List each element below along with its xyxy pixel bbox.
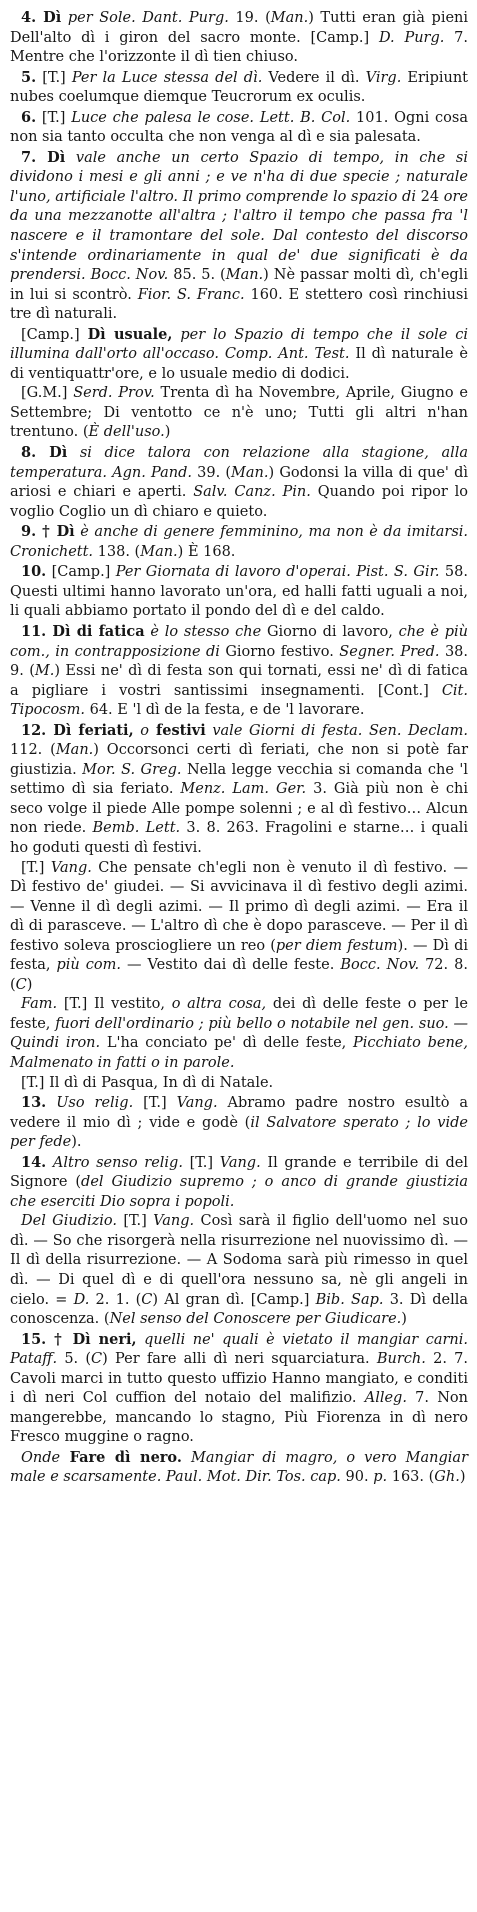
entry-text <box>46 1155 53 1171</box>
entry-italic-text: Man. <box>140 543 178 560</box>
dictionary-entry <box>10 8 468 68</box>
entry-italic-text: Gh. <box>434 1469 460 1486</box>
dictionary-entry <box>10 443 468 522</box>
entry-text: 64. E 'l dì de la festa, e de 'l lavorare. <box>84 702 365 719</box>
entry-text <box>46 1095 56 1111</box>
entry-text: 163. ( <box>387 1469 435 1486</box>
entry-headword: festivi <box>148 721 206 739</box>
entry-italic-text: Uso relig. <box>56 1095 134 1112</box>
entry-text: 3. 8. 263. Fragolini e starne… i quali ho goduti questi dì festivi. <box>10 820 469 856</box>
dictionary-entry <box>10 1153 468 1213</box>
entry-text <box>67 445 80 461</box>
entry-italic-text: Burch. <box>376 1351 426 1368</box>
entry-italic-text: Luce che palesa le cose. Lett. B. Col. <box>71 109 351 126</box>
entry-text <box>61 10 68 26</box>
entry-italic-text: Per la Luce stessa del dì. <box>71 69 263 86</box>
entry-italic-text: Fior. S. Franc. <box>137 286 245 303</box>
entry-text: 39. ( <box>191 464 232 481</box>
entry-text: [G.M.] <box>21 385 74 402</box>
dictionary-entry <box>10 1330 468 1448</box>
entry-text: [T.] <box>117 1213 154 1230</box>
entry-text: 90. <box>340 1469 374 1486</box>
entry-italic-text: Virg. <box>365 69 402 86</box>
entry-italic-text: è lo stesso che <box>150 623 262 640</box>
dictionary-entry <box>10 721 468 859</box>
dictionary-entry <box>10 1212 468 1329</box>
entry-italic-text: Bocc. Nov. <box>340 957 420 974</box>
entry-italic-text: C <box>15 976 27 993</box>
entry-italic-text: D. Purg. <box>378 29 445 46</box>
entry-text: [T.] <box>133 1095 177 1112</box>
entry-text: ) <box>26 976 33 993</box>
entry-text: 19. ( <box>228 10 271 26</box>
entry-headword: Dì usuale, <box>87 325 173 343</box>
entry-text <box>65 150 76 166</box>
entry-italic-text: Nel senso del Conoscere per Giudicare. <box>109 1311 402 1328</box>
entry-headword: 14. <box>21 1153 47 1171</box>
entry-text: 24 <box>415 188 444 205</box>
entry-italic-text: o <box>140 722 149 739</box>
entry-italic-text: M. <box>34 663 55 680</box>
entry-text: ) <box>401 1311 407 1328</box>
entry-text <box>137 1332 145 1348</box>
entry-text: 38. 9. ( <box>10 643 469 680</box>
dictionary-entry <box>10 1093 468 1153</box>
entry-italic-text: C <box>91 1351 103 1368</box>
dictionary-entry <box>10 384 468 443</box>
entry-headword: 5. <box>21 68 37 86</box>
entry-headword: 15. † Dì neri, <box>21 1330 137 1348</box>
entry-text: Che pensate ch'egli non è venuto il dì festivo. — Dì festivo de' giudei. — Si avvicinava il dì festivo degli azimi. — Venne il dì degli azimi. — Il primo dì degli azimi. — Era il dì di parasceve. — L'altro dì che è dopo parasceve. — Per il dì festivo soleva prosciogliere un reo ( <box>10 859 469 954</box>
entry-italic-text: del Giudizio supremo ; o anco di grande giustizia che eserciti Dio sopra i popoli. <box>10 1174 468 1210</box>
entry-text: ). <box>71 1134 82 1151</box>
dictionary-entry <box>10 562 468 622</box>
entry-italic-text: Salv. Canz. Pin. <box>193 484 311 501</box>
entry-headword: 6. <box>21 108 37 126</box>
entry-italic-text: Vang. <box>50 859 92 876</box>
entry-text: 138. ( <box>93 543 141 560</box>
dictionary-entry <box>10 68 468 108</box>
entry-text: Il dì naturale è di ventiquattr'ore, e lo usuale medio di dodici. <box>10 346 468 382</box>
entry-text: ) <box>164 424 171 441</box>
entry-text: 85. 5. ( <box>168 267 226 284</box>
entry-text: ) <box>459 1469 466 1486</box>
entry-text: 72. 8. ( <box>10 957 468 993</box>
entry-text: ) Occorsonci certi dì feriati, che non si potè far giustizia. <box>10 742 468 778</box>
entry-italic-text: fuori dell'ordinario ; più bello o notabile nel gen. suo. — Quindi iron. <box>10 1015 469 1052</box>
entry-italic-text: Bemb. Lett. <box>92 820 181 837</box>
entry-text: Giorno festivo. <box>219 643 340 660</box>
entry-italic-text: Fam. <box>21 996 58 1013</box>
entry-italic-text: Menz. Lam. Ger. <box>180 781 307 798</box>
dictionary-entry <box>10 522 468 562</box>
entry-text: Eripiunt nubes coelumque diemque Teucrorum ex oculis. <box>10 69 468 106</box>
dictionary-entry <box>10 108 468 148</box>
entry-italic-text: C <box>141 1291 153 1308</box>
dictionary-entry <box>10 1448 468 1488</box>
entry-text: 2. 7. Cavoli marci in tutto questo uffizio Hanno mangiato, e conditi i dì neri Col cuffion del notaio del malifizio. <box>10 1351 468 1407</box>
entry-italic-text: Altro senso relig. <box>52 1154 183 1171</box>
entry-text: [T.] Il vestito, <box>57 996 172 1013</box>
entry-headword: 8. Dì <box>21 444 68 462</box>
entry-italic-text: Segner. Pred. <box>339 643 440 660</box>
dictionary-entry <box>10 148 468 325</box>
entry-text: 5. ( <box>57 1351 92 1368</box>
entry-italic-text: Alleg. <box>364 1390 407 1407</box>
entry-text: 2. 1. ( <box>89 1291 142 1308</box>
entry-text: [Camp.] <box>21 326 88 343</box>
entry-italic-text: o altra cosa, <box>171 996 267 1013</box>
entry-text: ). — Dì di festa, <box>10 937 468 974</box>
entry-italic-text: Mor. S. Greg. <box>82 761 182 778</box>
entry-text: ) Godonsi la villa di que' dì ariosi e chiari e aperti. <box>10 464 468 501</box>
entry-italic-text: Man. <box>55 742 94 759</box>
entry-italic-text: che è più com., in contrapposizione di <box>10 623 469 660</box>
entry-text: 101. Ogni cosa non sia tanto occulta che non venga al dì e sia palesata. <box>10 109 468 146</box>
entry-italic-text: Vang. <box>153 1213 195 1230</box>
entry-text: Così sarà il figlio dell'uomo nel suo dì. — So che risorgerà nella risurrezione nel nuovissimo dì. — Il dì della risurrezione. — A Sodoma sarà più rimesso in quel dì. — Di quel dì e di quell'ora nessuno sa, nè gli angeli in cielo. = <box>10 1213 468 1308</box>
entry-italic-text: p. <box>373 1469 388 1486</box>
entry-italic-text: Man. <box>231 464 269 481</box>
entry-italic-text: Cit. Tipocosm. <box>10 682 468 719</box>
entry-text: [Camp.] <box>46 564 116 581</box>
entry-text: ) Nè passar molti dì, ch'egli in lui si scontrò. <box>10 267 468 303</box>
entry-text: 58. Questi ultimi hanno lavorato un'ora, ed halli fatti uguali a noi, li quali abbiamo portato il pondo del dì e del caldo. <box>10 564 468 620</box>
entry-italic-text: Mangiar di magro, o vero Mangiar male e scarsamente. Paul. Mot. Dir. Tos. cap. <box>10 1449 469 1486</box>
entry-text: Quando poi ripor lo voglio Coglio un dì chiaro e quieto. <box>10 484 468 520</box>
entry-headword: Fare dì nero. <box>60 1448 182 1466</box>
entry-text: ) Essi ne' dì di festa son qui tornati, essi ne' dì di fatica a pigliare i vostri santissimi insegnamenti. [Cont.] <box>10 663 468 699</box>
entry-text: [T.] <box>36 69 72 86</box>
entry-text: dei dì delle feste o per le feste, <box>10 996 468 1032</box>
dictionary-entry <box>10 995 468 1073</box>
entry-italic-text: il Salvatore sperato ; lo vide per fede <box>10 1114 468 1151</box>
entry-headword: 9. † Dì <box>21 523 75 541</box>
entry-italic-text: vale anche un certo Spazio di tempo, in che si dividono i mesi e gli anni ; e ve n'ha di due specie ; naturale l'uno, artificiale l'altro. Il primo comprende lo spazio di <box>10 149 469 205</box>
entry-text: [T.] Il dì di Pasqua, In dì di Natale. <box>21 1074 274 1091</box>
entry-italic-text: Per Giornata di lavoro d'operai. Pist. S. Gir. <box>115 564 440 581</box>
entry-text: Abramo padre nostro esultò a vedere il mio dì ; vide e godè ( <box>10 1095 469 1131</box>
entry-text: Il grande e terribile di del Signore ( <box>10 1154 468 1191</box>
entry-text: Nella legge vecchia si comanda che 'l settimo dì sia feriato. <box>10 761 468 798</box>
entry-text: [T.] <box>182 1154 220 1171</box>
entry-headword: 12. Dì feriati, <box>21 721 134 739</box>
entry-italic-text: quelli ne' quali è vietato il mangiar carni. Pataff. <box>10 1331 469 1368</box>
entry-text: 3. Dì della conoscenza. ( <box>10 1291 468 1328</box>
entry-text: 3. Già più non è chi seco volge il piede Alle pompe solenni ; e al dì festivo… Alcun non riede. <box>10 781 469 837</box>
entry-italic-text: Onde <box>21 1449 61 1466</box>
entry-text: ) Tutti eran già pieni Dell'alto dì i giron del sacro monte. [Camp.] <box>10 10 469 46</box>
entry-italic-text: Del Giudizio. <box>21 1213 118 1230</box>
entry-text: 160. E stettero così rinchiusi tre dì naturali. <box>10 286 469 323</box>
entry-headword: 13. <box>21 1094 47 1112</box>
entry-italic-text: più com. <box>56 957 121 974</box>
entry-italic-text: è anche di genere femminino, ma non è da imitarsi. Cronichett. <box>10 524 469 560</box>
entry-text: ) È 168. <box>177 543 236 560</box>
entry-text <box>182 1450 191 1466</box>
entry-headword: 7. Dì <box>21 148 66 166</box>
entry-italic-text: Man. <box>270 10 309 26</box>
entry-italic-text: per Sole. Dant. Purg. <box>67 10 229 26</box>
entry-italic-text: Bib. Sap. <box>315 1291 384 1308</box>
entry-italic-text: si dice talora con relazione alla stagione, alla temperatura. Agn. Pand. <box>10 445 469 481</box>
entry-text: 112. ( <box>10 742 56 759</box>
entry-text: [T.] <box>36 109 72 126</box>
entry-italic-text: per diem festum <box>275 937 398 954</box>
entry-text: 7. Mentre che l'orizzonte il dì tien chiuso. <box>10 29 468 66</box>
entry-italic-text: Vang. <box>219 1154 261 1171</box>
entry-italic-text: Serd. Prov. <box>73 385 155 402</box>
entry-italic-text: D. <box>73 1291 90 1308</box>
entry-headword: 10. <box>21 563 47 581</box>
dictionary-entry <box>10 859 468 996</box>
entry-text: Trenta dì ha Novembre, Aprile, Giugno e Settembre; Di ventotto ce n'è uno; Tutti gli altri n'han trentuno. ( <box>10 385 468 441</box>
entry-italic-text: Vang. <box>176 1095 218 1112</box>
entry-text: 7. Non mangerebbe, mancando lo stagno, Più Fiorenza in dì nero Fresco muggine o ragno. <box>10 1390 468 1446</box>
entry-headword: 11. Dì di fatica <box>21 622 145 640</box>
entry-headword: 4. Dì <box>21 9 62 26</box>
entry-text: [T.] <box>21 859 51 876</box>
entry-text: Vedere il dì. <box>262 69 366 86</box>
dictionary-entry <box>10 325 468 385</box>
entry-text: Giorno di lavoro, <box>261 623 399 640</box>
entry-text: L'ha conciato pe' dì delle feste, <box>100 1035 354 1052</box>
entry-italic-text: ore da una mezzanotte all'altra ; l'altro il tempo che passa fra 'l nascere e il tramontare del sole. Dal contesto del discorso s'intende ordinariamente in qual de' due significati è da prendersi. Bocc. Nov. <box>10 188 469 284</box>
dictionary-entry <box>10 622 468 721</box>
entry-italic-text: Man. <box>225 267 264 284</box>
entry-text: — Vestito dai dì delle feste. <box>120 957 341 974</box>
entry-italic-text: Picchiato bene, Malmenato in fatti o in parole. <box>10 1035 468 1071</box>
entry-text: ) Al gran dì. [Camp.] <box>152 1291 316 1308</box>
entry-italic-text: È dell'uso. <box>88 424 165 441</box>
entry-italic-text: vale Giorni di festa. Sen. Declam. <box>212 722 469 739</box>
entry-text: ) Per fare alli dì neri squarciatura. <box>102 1351 377 1368</box>
dictionary-entry <box>10 1074 468 1094</box>
entry-italic-text: per lo Spazio di tempo che il sole ci illumina dall'orto all'occaso. Comp. Ant. Test. <box>10 326 469 363</box>
